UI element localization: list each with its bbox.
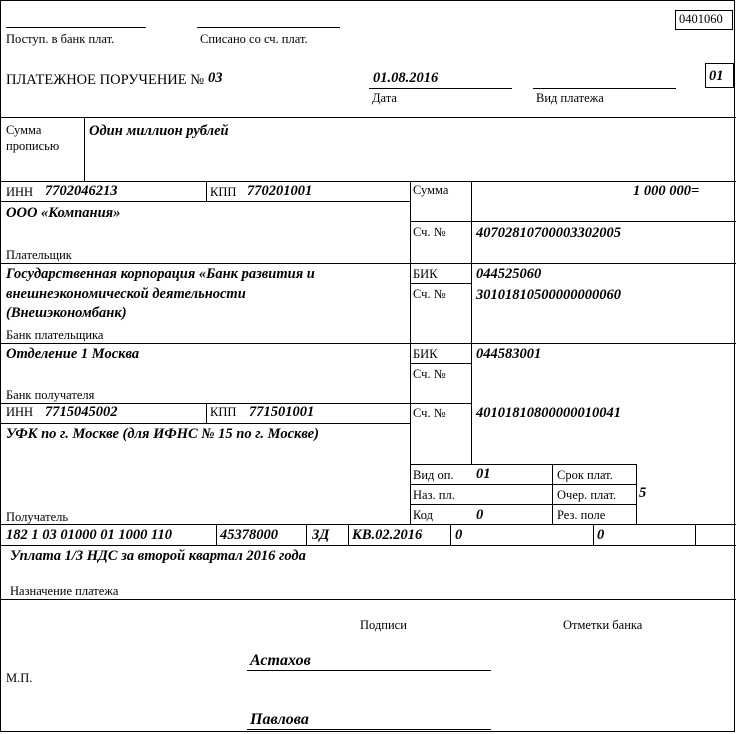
code-value: 0 bbox=[476, 507, 484, 523]
signature-2-line bbox=[247, 729, 491, 730]
signature-2: Павлова bbox=[250, 711, 309, 728]
priority-value: 5 bbox=[639, 485, 647, 501]
amount-words-value: Один миллион рублей bbox=[89, 123, 229, 139]
document-title: ПЛАТЕЖНОЕ ПОРУЧЕНИЕ № bbox=[6, 72, 205, 88]
stamp-label: М.П. bbox=[6, 671, 33, 685]
tax-doc-date: 0 bbox=[597, 527, 605, 543]
debited-line bbox=[197, 27, 340, 28]
payer-bank-bik-label: БИК bbox=[413, 267, 438, 281]
payer-inn: 7702046213 bbox=[45, 183, 118, 199]
payee-inn-row-line bbox=[1, 423, 410, 424]
payee-bank-bik-label: БИК bbox=[413, 347, 438, 361]
amount-words-divider bbox=[84, 117, 85, 181]
received-label: Поступ. в банк плат. bbox=[6, 32, 115, 46]
payer-row-line bbox=[1, 263, 736, 264]
main-grid-top-line bbox=[1, 181, 736, 182]
bank-marks-label: Отметки банка bbox=[563, 618, 643, 632]
payer-kpp: 770201001 bbox=[247, 183, 313, 199]
payer-kpp-label: КПП bbox=[210, 185, 237, 199]
payment-purpose-label: Назначение платежа bbox=[10, 584, 119, 598]
signatures-label: Подписи bbox=[360, 618, 407, 632]
tax-oktmo: 45378000 bbox=[220, 527, 278, 543]
tax-period: КВ.02.2016 bbox=[352, 527, 423, 543]
amount-words-label-2: прописью bbox=[6, 139, 60, 153]
payer-bank-name-line-1: Государственная корпорация «Банк развития и bbox=[6, 266, 315, 282]
payee-label: Получатель bbox=[6, 510, 69, 524]
tax-basis: ЗД bbox=[312, 527, 330, 543]
code-label: Код bbox=[413, 508, 433, 522]
signature-1: Астахов bbox=[250, 652, 311, 669]
amount-row-line bbox=[410, 221, 736, 222]
label-column-left-line bbox=[410, 181, 411, 524]
tax-divider-6 bbox=[695, 524, 696, 545]
payee-name: УФК по г. Москве (для ИФНС № 15 по г. Москве) bbox=[6, 426, 319, 442]
value-column-left-line bbox=[471, 181, 472, 464]
amount-words-label-1: Сумма bbox=[6, 123, 42, 137]
codes-right-divider bbox=[636, 464, 637, 524]
date-line bbox=[369, 88, 512, 89]
payer-bank-label: Банк плательщика bbox=[6, 328, 104, 342]
payer-account-label: Сч. № bbox=[413, 225, 446, 239]
payee-kpp-label: КПП bbox=[210, 405, 237, 419]
payer-inn-label: ИНН bbox=[6, 185, 34, 199]
payee-inn: 7715045002 bbox=[45, 404, 118, 420]
amount-label: Сумма bbox=[413, 183, 449, 197]
op-type: 01 bbox=[476, 466, 491, 482]
received-line bbox=[6, 27, 146, 28]
priority-label: Очер. плат. bbox=[557, 488, 617, 502]
payer-bank-bik: 044525060 bbox=[476, 266, 542, 282]
codes-top-line bbox=[410, 464, 636, 465]
reserve-label: Рез. поле bbox=[557, 508, 606, 522]
op-type-label: Вид оп. bbox=[413, 468, 454, 482]
payer-inn-row-line bbox=[1, 201, 410, 202]
payer-label: Плательщик bbox=[6, 248, 72, 262]
tax-divider-2 bbox=[306, 524, 307, 545]
payee-kpp-divider bbox=[206, 403, 207, 423]
payee-bank-bik-line bbox=[410, 363, 471, 364]
tax-row-bottom-line bbox=[1, 545, 736, 546]
payer-name: ООО «Компания» bbox=[6, 205, 121, 221]
signature-1-line bbox=[247, 670, 491, 671]
tax-divider-1 bbox=[216, 524, 217, 545]
codes-row2-line bbox=[410, 484, 636, 485]
form-code: 0401060 bbox=[679, 12, 723, 26]
payer-bank-row-line bbox=[1, 343, 736, 344]
purpose-bottom-line bbox=[1, 599, 736, 600]
payer-bank-account-label: Сч. № bbox=[413, 287, 446, 301]
payment-purpose: Уплата 1/3 НДС за второй квартал 2016 года bbox=[10, 548, 306, 564]
payer-kpp-divider bbox=[206, 181, 207, 201]
document-date: 01.08.2016 bbox=[373, 70, 439, 86]
payee-kpp: 771501001 bbox=[249, 404, 315, 420]
payer-bank-name-line-2: внешнеэкономической деятельности bbox=[6, 286, 246, 302]
payment-type-line bbox=[533, 88, 676, 89]
debited-label: Списано со сч. плат. bbox=[200, 32, 308, 46]
codes-row3-line bbox=[410, 504, 636, 505]
payee-account: 40101810800000010041 bbox=[476, 405, 621, 421]
payee-bank-bik: 044583001 bbox=[476, 346, 542, 362]
tax-row-top-line bbox=[1, 524, 736, 525]
deadline-label: Срок плат. bbox=[557, 468, 613, 482]
payee-account-label: Сч. № bbox=[413, 406, 446, 420]
payee-bank-account-label: Сч. № bbox=[413, 367, 446, 381]
payee-bank-name: Отделение 1 Москва bbox=[6, 346, 140, 362]
purpose-code-label: Наз. пл. bbox=[413, 488, 455, 502]
date-label: Дата bbox=[372, 91, 397, 105]
payee-inn-label: ИНН bbox=[6, 405, 34, 419]
amount-words-top-line bbox=[1, 117, 736, 118]
payment-type-label: Вид платежа bbox=[536, 91, 604, 105]
payer-bank-account: 30101810500000000060 bbox=[476, 287, 621, 303]
amount-value: 1 000 000= bbox=[633, 183, 700, 199]
status-code: 01 bbox=[709, 68, 724, 84]
payee-bank-label: Банк получателя bbox=[6, 388, 95, 402]
payer-bank-name-line-3: (Внешэкономбанк) bbox=[6, 305, 127, 321]
tax-divider-5 bbox=[593, 524, 594, 545]
codes-middle-divider bbox=[552, 464, 553, 524]
document-number: 03 bbox=[208, 70, 223, 86]
tax-doc-number: 0 bbox=[455, 527, 463, 543]
tax-kbk: 182 1 03 01000 01 1000 110 bbox=[6, 527, 172, 543]
payer-bank-bik-line bbox=[410, 283, 471, 284]
tax-divider-4 bbox=[450, 524, 451, 545]
payer-account: 40702810700003302005 bbox=[476, 225, 621, 241]
tax-divider-3 bbox=[348, 524, 349, 545]
